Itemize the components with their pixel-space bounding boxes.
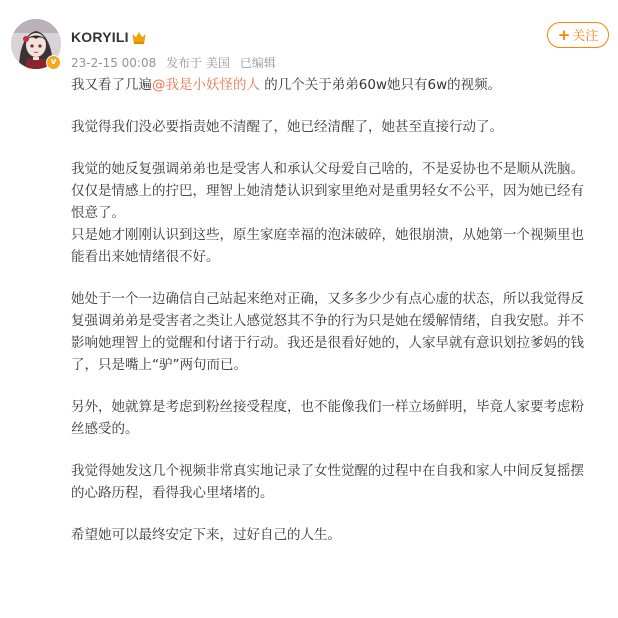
paragraph-1 (71, 74, 611, 96)
text-line: 我觉的她反复强调弟弟也是受害人和承认父母爱自己啥的，不是妥协也不是顺从洗脑。 (71, 161, 584, 177)
text-line: 另外，她就算是考虑到粉丝接受程度，也不能像我们一样立场鲜明，毕竟人家要考虑粉 (71, 399, 584, 415)
follow-button[interactable] (547, 22, 609, 48)
text-line: 影响她理智上的觉醒和付诸于行动。我还是很看好她的，人家早就有意识划拉爹妈的钱 (71, 335, 584, 351)
user-mention-link[interactable]: @我是小妖怪的人 (152, 77, 260, 93)
post-date[interactable]: 23-2-15 00:08 (71, 56, 157, 70)
post-meta (71, 54, 282, 71)
crown-icon (131, 30, 147, 46)
paragraph-7: 希望她可以最终安定下来，过好自己的人生。 (71, 527, 341, 543)
post-source: 发布于 美国 (166, 56, 230, 70)
text-line: 丝感受的。 (71, 421, 139, 437)
paragraph-6 (71, 460, 611, 504)
username[interactable]: KORYILI (71, 29, 129, 45)
paragraph-2: 我觉得我们没必要指责她不清醒了，她已经清醒了，她甚至直接行动了。 (71, 119, 503, 135)
text-line: 只是她才刚刚认识到这些，原生家庭幸福的泡沫破碎，她很崩溃，从她第一个视频里也 (71, 227, 584, 243)
follow-label: 关注 (572, 29, 599, 44)
p1-text-before: 我又看了几遍 (71, 77, 152, 93)
text-line: 复强调弟弟是受害者之类让人感觉怒其不争的行为只是她在缓解情绪，自我安慰。并不 (71, 313, 584, 329)
text-line: 了，只是嘴上“驴”两句而已。 (71, 357, 247, 373)
text-line: 能看出来她情绪很不好。 (71, 249, 220, 265)
p1-text-after: 的几个关于弟弟60w她只有6w的视频。 (260, 77, 502, 93)
paragraph-3 (71, 158, 611, 268)
text-line: 恨意了。 (71, 205, 125, 221)
post-content (71, 74, 611, 546)
text-line: 她处于一个一边确信自己站起来绝对正确，又多多少少有点心虚的状态，所以我觉得反 (71, 291, 584, 307)
edited-label[interactable]: 已编辑 (239, 56, 276, 70)
text-line: 仅仅是情感上的拧巴，理智上她清楚认识到家里绝对是重男轻女不公平，因为她已经有 (71, 183, 584, 199)
plus-icon: + (557, 26, 571, 44)
paragraph-5 (71, 396, 611, 440)
text-line: 的心路历程，看得我心里堵堵的。 (71, 485, 274, 501)
verified-badge-icon: v (46, 55, 61, 70)
text-line: 我觉得她发这几个视频非常真实地记录了女性觉醒的过程中在自我和家人中间反复摇摆 (71, 463, 584, 479)
paragraph-4 (71, 288, 611, 376)
